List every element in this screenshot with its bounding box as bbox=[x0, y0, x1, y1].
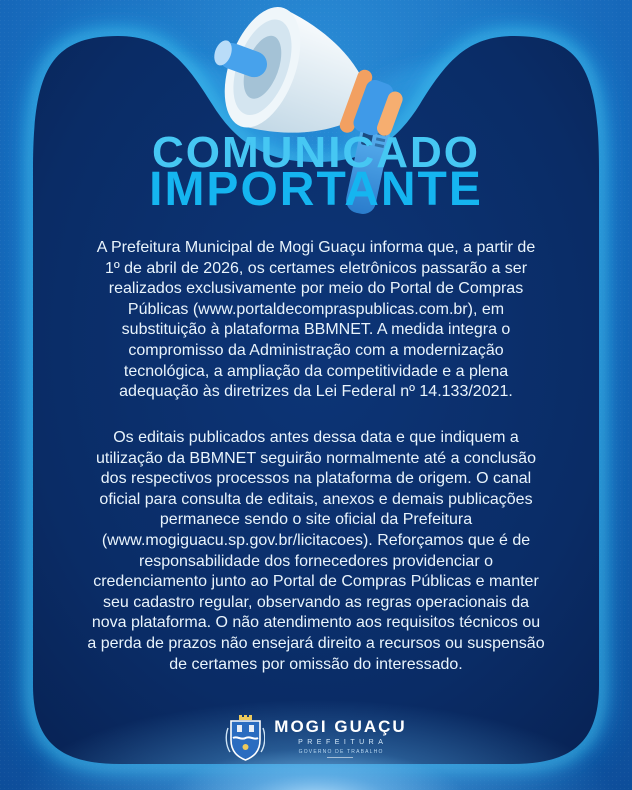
org-tagline: GOVERNO DE TRABALHO bbox=[298, 749, 384, 755]
text-line: utilização da BBMNET seguirão normalmente até a conclusão bbox=[96, 449, 536, 467]
text-line: dos respectivos processos na plataforma de origem. O canal bbox=[100, 470, 532, 488]
title-line-2: IMPORTANTE bbox=[149, 163, 483, 216]
text-line: Públicas (www.portaldecompraspublicas.com.br), em bbox=[127, 300, 505, 318]
text-line: a perda de prazos não ensejará direito a recursos ou suspensão bbox=[87, 634, 545, 652]
text-line: (www.mogiguacu.sp.gov.br/licitacoes). Reforçamos que é de bbox=[101, 531, 531, 549]
city-name: MOGI GUAÇU bbox=[274, 717, 407, 736]
text-line: nova plataforma. O não atendimento aos requisitos técnicos ou bbox=[91, 614, 541, 632]
text-line: adequação às diretrizes da Lei Federal nº 14.133/2021. bbox=[119, 383, 513, 401]
text-line: responsabilidade dos fornecedores providenciar o bbox=[139, 552, 493, 570]
title-line-1: COMUNICADO bbox=[152, 128, 480, 177]
text-line: oficial para consulta de editais, anexos e demais publicações bbox=[99, 490, 533, 508]
text-line: substituição à plataforma BBMNET. A medida integra o bbox=[121, 321, 511, 339]
footer-logo bbox=[0, 714, 632, 762]
footer-wordmark bbox=[274, 718, 406, 758]
text-line: permanece sendo o site oficial da Prefeitura bbox=[159, 511, 473, 529]
text-line: A Prefeitura Municipal de Mogi Guaçu informa que, a partir de bbox=[96, 239, 536, 256]
text-line: 1º de abril de 2026, os certames eletrônicos passarão a ser bbox=[104, 259, 528, 277]
text-line: de certames por omissão do interessado. bbox=[169, 655, 463, 673]
text-line: tecnológica, a ampliação da competitividade e a plena bbox=[123, 362, 509, 380]
paragraph-1 bbox=[36, 238, 596, 403]
text-line: Os editais publicados antes dessa data e que indiquem a bbox=[113, 429, 519, 446]
paragraph-2 bbox=[36, 428, 596, 675]
text-line: compromisso da Administração com a modernização bbox=[128, 341, 504, 359]
tagline-rule bbox=[327, 757, 353, 758]
text-line: seu cadastro regular, observando as regras operacionais da bbox=[102, 593, 530, 611]
text-line: realizados exclusivamente por meio do Portal de Compras bbox=[108, 280, 524, 298]
page-title bbox=[0, 128, 632, 216]
coat-of-arms-icon bbox=[225, 714, 265, 762]
org-label: PREFEITURA bbox=[298, 739, 388, 746]
text-line: credenciamento junto ao Portal de Compras Públicas e manter bbox=[93, 573, 539, 591]
